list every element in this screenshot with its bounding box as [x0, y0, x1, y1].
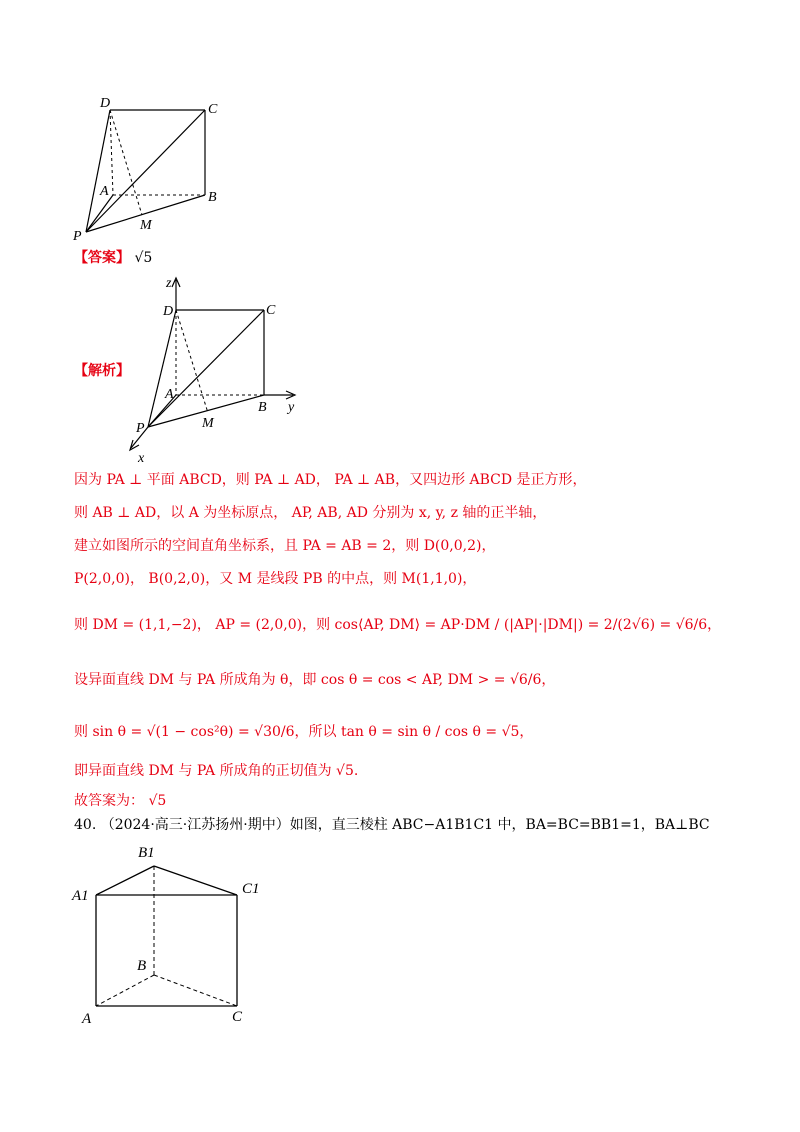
label-P: P	[136, 421, 145, 436]
figure-pyramid-axes	[128, 270, 308, 465]
label-D: D	[100, 96, 111, 111]
analysis-line-2: 则 AB ⊥ AD，以 A 为坐标原点， AP, AB, AD 分别为 x, y, z 轴的正半轴，	[74, 505, 547, 521]
label-A: A	[100, 184, 109, 199]
label-A: A	[82, 1011, 92, 1027]
label-C: C	[266, 303, 276, 318]
analysis-line-6: 设异面直线 DM 与 PA 所成角为 θ，即 cos θ = cos < AP, DM > = √6/6，	[74, 672, 556, 688]
label-A1: A1	[72, 888, 89, 904]
answer-value: √5	[134, 250, 153, 266]
label-B: B	[258, 400, 267, 415]
figure-pyramid-1	[70, 95, 230, 245]
label-C: C	[232, 1009, 243, 1025]
answer-tag: 【答案】	[74, 250, 130, 266]
label-C: C	[208, 102, 218, 117]
analysis-line-5: 则 DM = (1,1,−2)， AP = (2,0,0)，则 cos⟨AP, DM⟩ = AP·DM / (|AP|·|DM|) = 2/(2√6) = √6/6，	[74, 617, 722, 633]
label-C1: C1	[242, 881, 260, 897]
label-B: B	[137, 958, 147, 974]
label-y: y	[288, 400, 295, 415]
label-B1: B1	[138, 845, 155, 861]
analysis-tag: 【解析】	[74, 363, 130, 379]
label-M: M	[140, 218, 152, 233]
label-M: M	[202, 416, 214, 431]
analysis-line-4: P(2,0,0)， B(0,2,0)，又 M 是线段 PB 的中点，则 M(1,1,0)，	[74, 571, 477, 587]
analysis-line-7: 则 sin θ = √(1 − cos²θ) = √30/6，所以 tan θ = sin θ / cos θ = √5，	[74, 724, 534, 740]
analysis-line-3: 建立如图所示的空间直角坐标系，且 PA = AB = 2，则 D(0,0,2)，	[74, 538, 496, 554]
answer-row	[74, 248, 152, 268]
label-P: P	[73, 229, 82, 244]
figure-prism	[70, 838, 270, 1033]
label-x: x	[138, 451, 145, 465]
question-40-text: 40. （2024·高三·江苏扬州·期中）如图，直三棱柱 ABC−A1B1C1 中，BA=BC=BB1=1，BA⊥BC	[74, 817, 710, 833]
label-D: D	[163, 304, 174, 319]
analysis-line-9: 故答案为： √5	[74, 793, 167, 809]
label-A: A	[165, 387, 174, 402]
label-z: z	[166, 276, 172, 291]
label-B: B	[208, 190, 217, 205]
analysis-line-1: 因为 PA ⊥ 平面 ABCD，则 PA ⊥ AD， PA ⊥ AB，又四边形 ABCD 是正方形，	[74, 472, 587, 488]
analysis-line-8: 即异面直线 DM 与 PA 所成角的正切值为 √5.	[74, 763, 359, 779]
